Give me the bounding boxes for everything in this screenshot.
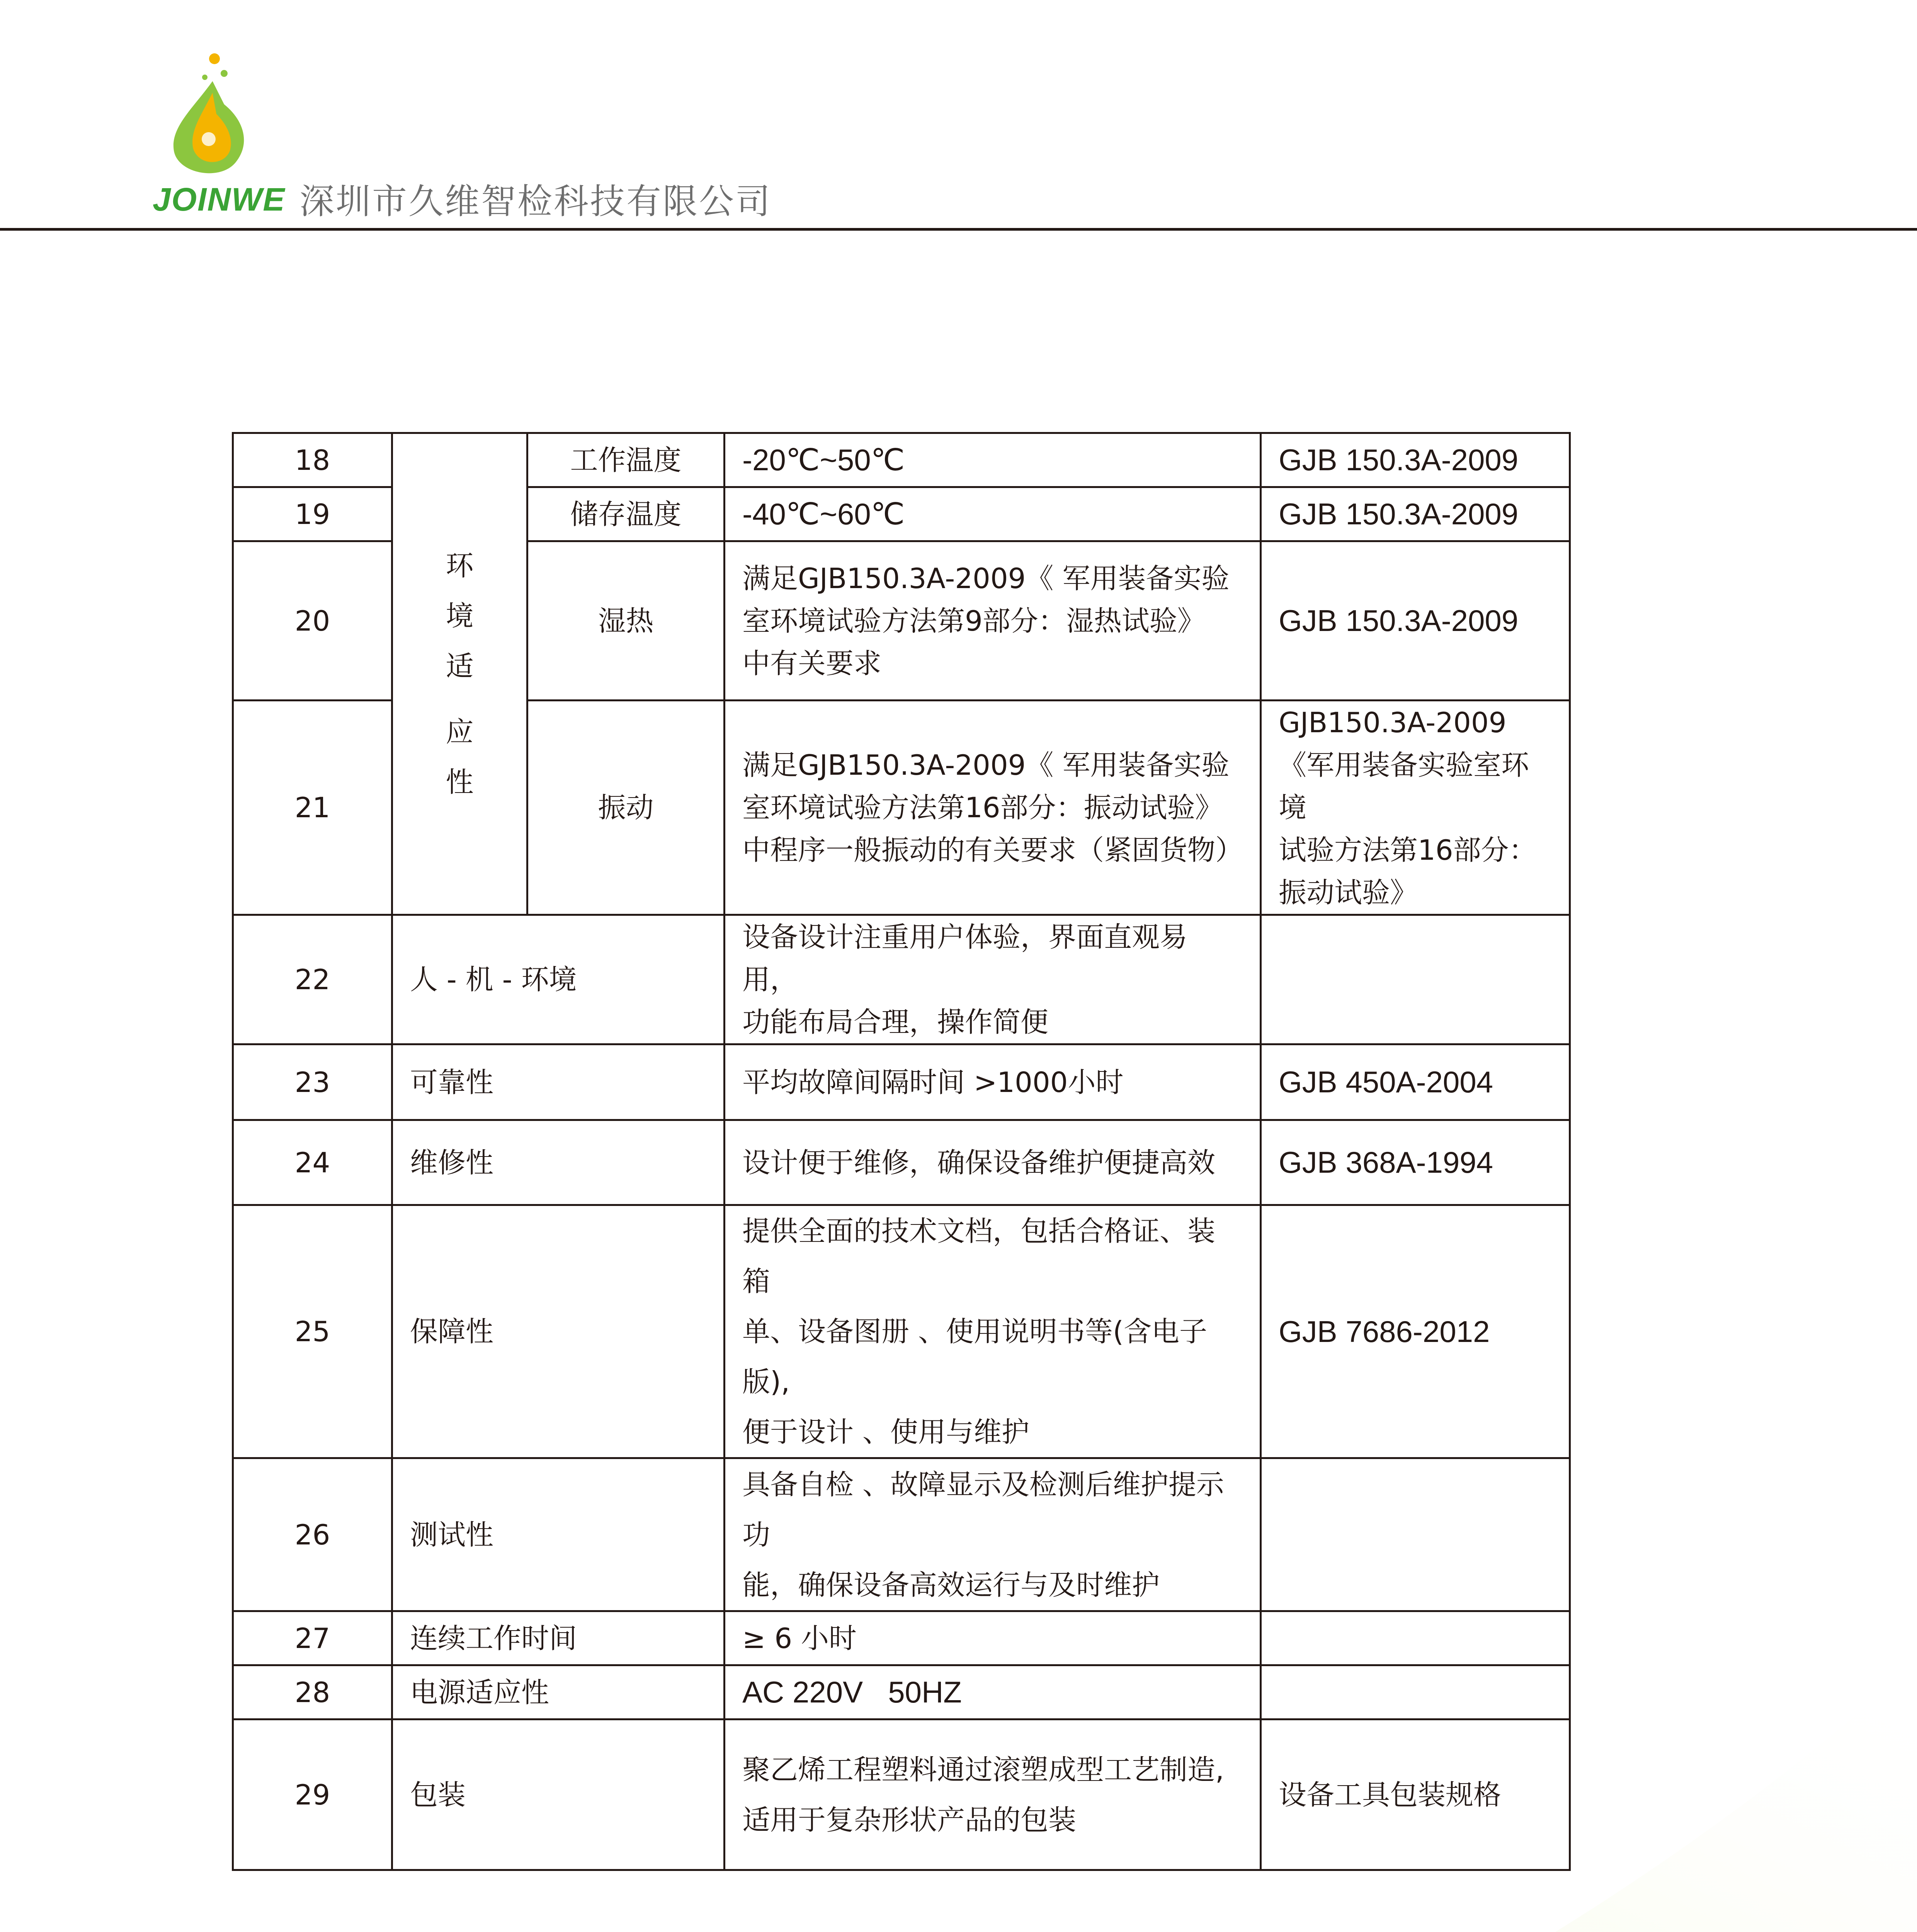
standard: 设备工具包装规格 (1261, 1719, 1570, 1870)
item-name: 保障性 (392, 1205, 725, 1458)
item-name: 湿热 (527, 541, 725, 701)
item-name: 振动 (527, 701, 725, 915)
item-name: 人 - 机 - 环境 (392, 915, 725, 1044)
group-char: 适 (446, 650, 474, 682)
header-divider (0, 228, 1917, 231)
requirement: 满足GJB150.3A-2009《 军用装备实验 室环境试验方法第9部分：湿热试验》 中有关要求 (725, 541, 1261, 701)
item-name: 连续工作时间 (392, 1611, 725, 1665)
standard (1261, 1665, 1570, 1719)
item-name: 工作温度 (527, 433, 725, 487)
requirement: 平均故障间隔时间 >1000小时 (725, 1044, 1261, 1120)
row-number: 22 (233, 915, 392, 1044)
group-char: 环 (446, 549, 474, 582)
item-name: 包装 (392, 1719, 725, 1870)
row-number: 20 (233, 541, 392, 701)
table-row (233, 1044, 1570, 1120)
table-row (233, 1719, 1570, 1870)
table-row (233, 433, 1570, 487)
item-name: 电源适应性 (392, 1665, 725, 1719)
group-char: 境 (446, 600, 474, 632)
standard: GJB 368A-1994 (1261, 1120, 1570, 1205)
row-number: 25 (233, 1205, 392, 1458)
row-number: 24 (233, 1120, 392, 1205)
row-number: 18 (233, 433, 392, 487)
table-row (233, 1205, 1570, 1458)
table-row (233, 915, 1570, 1044)
item-name: 储存温度 (527, 487, 725, 541)
table-row (233, 1120, 1570, 1205)
row-number: 29 (233, 1719, 392, 1870)
item-name: 测试性 (392, 1458, 725, 1611)
requirement: ≥ 6 小时 (725, 1611, 1261, 1665)
item-name: 维修性 (392, 1120, 725, 1205)
requirement: -20℃~50℃ (725, 433, 1261, 487)
standard (1261, 915, 1570, 1044)
requirement: 聚乙烯工程塑料通过滚塑成型工艺制造, 适用于复杂形状产品的包装 (725, 1719, 1261, 1870)
group-char: 应 (446, 716, 474, 748)
group-char: 性 (446, 766, 474, 798)
standard: GJB 450A-2004 (1261, 1044, 1570, 1120)
company-logo-icon (147, 50, 270, 182)
row-number: 19 (233, 487, 392, 541)
spec-table (232, 432, 1571, 1871)
brand-name: JOINWE (153, 181, 286, 218)
row-number: 28 (233, 1665, 392, 1719)
standard: GJB 7686-2012 (1261, 1205, 1570, 1458)
table-row (233, 1665, 1570, 1719)
requirement: 设计便于维修，确保设备维护便捷高效 (725, 1120, 1261, 1205)
requirement: AC 220V 50HZ (725, 1665, 1261, 1719)
company-name: 深圳市久维智检科技有限公司 (299, 181, 772, 222)
row-number: 21 (233, 701, 392, 915)
requirement: 满足GJB150.3A-2009《 军用装备实验 室环境试验方法第16部分：振动试验》 中程序一般振动的有关要求（紧固货物） (725, 701, 1261, 915)
table-row (233, 1458, 1570, 1611)
requirement: -40℃~60℃ (725, 487, 1261, 541)
standard: GJB 150.3A-2009 (1261, 433, 1570, 487)
requirement: 提供全面的技术文档，包括合格证、装箱 单、设备图册 、使用说明书等(含电子版), 便于设计 、使用与维护 (725, 1205, 1261, 1458)
standard (1261, 1458, 1570, 1611)
requirement: 具备自检 、故障显示及检测后维护提示功 能，确保设备高效运行与及时维护 (725, 1458, 1261, 1611)
standard: GJB 150.3A-2009 (1261, 541, 1570, 701)
row-number: 26 (233, 1458, 392, 1611)
item-name: 可靠性 (392, 1044, 725, 1120)
requirement: 设备设计注重用户体验，界面直观易用， 功能布局合理，操作简便 (725, 915, 1261, 1044)
standard: GJB 150.3A-2009 (1261, 487, 1570, 541)
standard: GJB150.3A-2009 《军用装备实验室环境 试验方法第16部分： 振动试验》 (1261, 701, 1570, 915)
standard (1261, 1611, 1570, 1665)
table-row (233, 1611, 1570, 1665)
group-environment-adaptability (392, 433, 527, 915)
row-number: 23 (233, 1044, 392, 1120)
row-number: 27 (233, 1611, 392, 1665)
